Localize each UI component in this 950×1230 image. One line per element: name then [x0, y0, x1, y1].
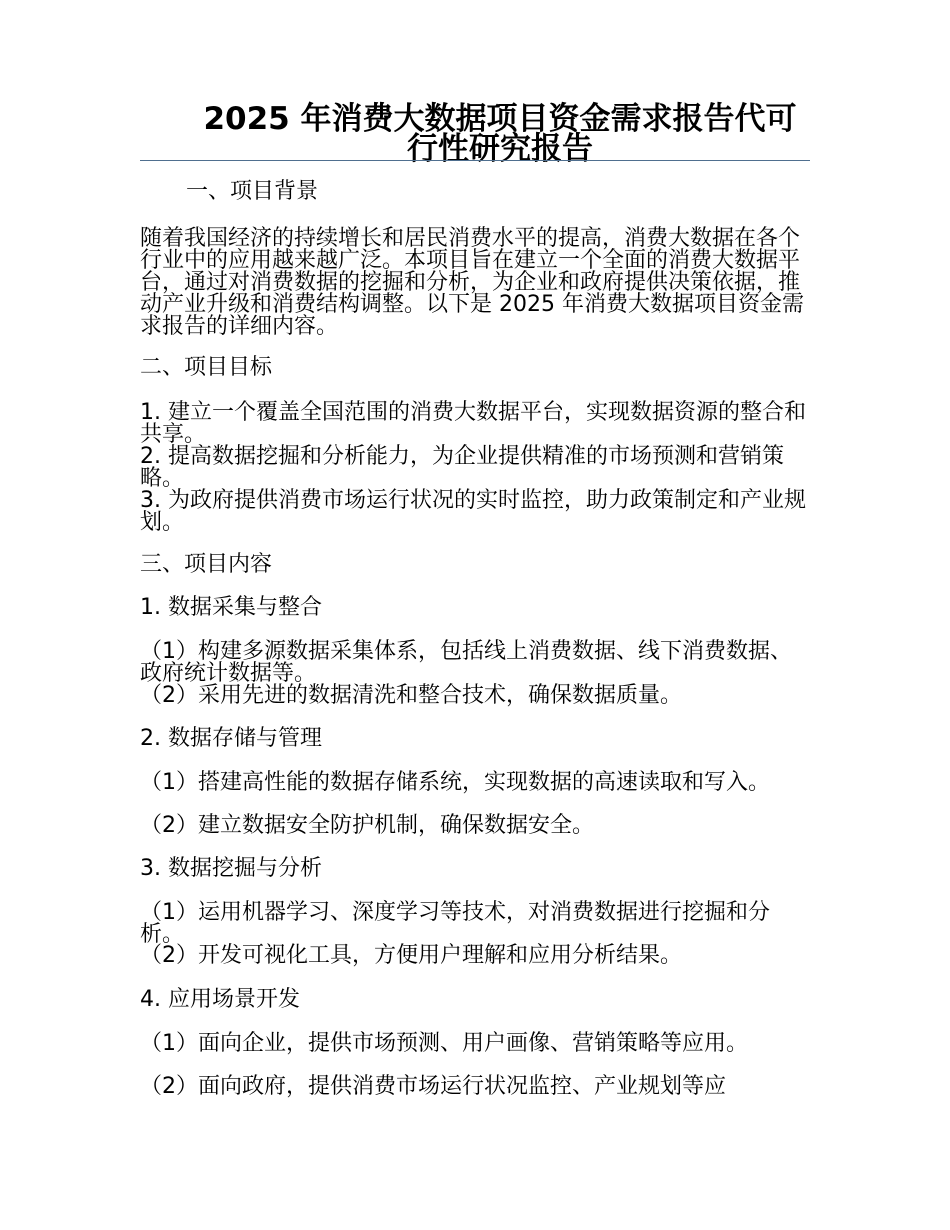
subsection-2-item-1: （1）搭建高性能的数据存储系统，实现数据的高速读取和写入。 [140, 770, 770, 795]
background-paragraph: 随着我国经济的持续增长和居民消费水平的提高，消费大数据在各个行业中的应用越来越广泛。本项目旨在建立一个全面的消费大数据平台，通过对消费数据的挖掘和分析，为企业和政府提供决策依据，推动产业升级和消费结构调整。以下是 2025 年消费大数据项目资金需求报告的详细内容。 [140, 226, 804, 339]
section-heading-content: 三、项目内容 [140, 552, 273, 577]
subsection-1-item-1: （1）构建多源数据采集体系，包括线上消费数据、线下消费数据、政府统计数据等。 [140, 639, 792, 686]
subsection-heading-2: 2. 数据存储与管理 [140, 726, 322, 751]
subsection-3-item-1: （1）运用机器学习、深度学习等技术，对消费数据进行挖掘和分析。 [140, 900, 770, 947]
subsection-heading-4: 4. 应用场景开发 [140, 987, 300, 1012]
section-heading-goals: 二、项目目标 [140, 355, 273, 380]
subsection-2-item-2: （2）建立数据安全防护机制，确保数据安全。 [140, 813, 594, 838]
document-title: 2025 年消费大数据项目资金需求报告代可行性研究报告 [203, 101, 797, 167]
subsection-heading-3: 3. 数据挖掘与分析 [140, 856, 322, 881]
section-heading-background: 一、项目背景 [186, 179, 319, 204]
title-underline [140, 160, 810, 161]
goal-item-2: 2. 提高数据挖掘和分析能力，为企业提供精准的市场预测和营销策略。 [140, 444, 784, 491]
goal-item-3: 3. 为政府提供消费市场运行状况的实时监控，助力政策制定和产业规划。 [140, 488, 806, 535]
subsection-4-item-1: （1）面向企业，提供市场预测、用户画像、营销策略等应用。 [140, 1031, 748, 1056]
goal-item-1: 1. 建立一个覆盖全国范围的消费大数据平台，实现数据资源的整合和共享。 [140, 400, 806, 447]
subsection-3-item-2: （2）开发可视化工具，方便用户理解和应用分析结果。 [140, 943, 682, 968]
subsection-4-item-2: （2）面向政府，提供消费市场运行状况监控、产业规划等应 [140, 1074, 726, 1099]
subsection-heading-1: 1. 数据采集与整合 [140, 595, 322, 620]
subsection-1-item-2: （2）采用先进的数据清洗和整合技术，确保数据质量。 [140, 683, 682, 708]
